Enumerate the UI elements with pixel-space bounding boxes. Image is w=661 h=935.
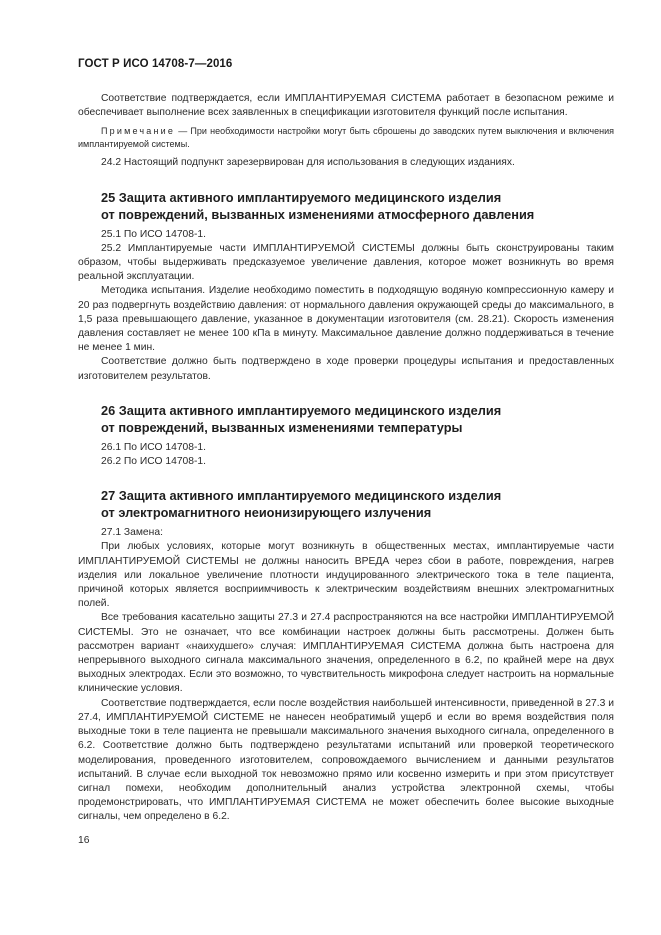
section-25-heading	[78, 189, 614, 223]
paragraph: 25.1 По ИСО 14708-1.	[101, 228, 207, 240]
paragraph: Соответствие должно быть подтверждено в ходе проверки процедуры испытания и предоставленных изготовителем результатов.	[78, 356, 614, 382]
section-heading-line: 25 Защита активного имплантируемого медицинского изделия	[101, 189, 502, 205]
section-heading-line: 27 Защита активного имплантируемого медицинского изделия	[101, 488, 502, 504]
section-heading-line: от электромагнитного неионизирующего излучения	[101, 505, 432, 521]
section-26-heading	[78, 402, 614, 436]
section-heading-line: 26 Защита активного имплантируемого медицинского изделия	[101, 402, 502, 418]
paragraph: Соответствие подтверждается, если ИМПЛАНТИРУЕМАЯ СИСТЕМА работает в безопасном режиме и обеспечивает выполнение всех заявленных в спецификации изготовителя функций после испытания.	[78, 93, 614, 119]
section-heading-line: от повреждений, вызванных изменениями атмосферного давления	[101, 206, 535, 222]
section-27-heading	[78, 487, 614, 521]
note-label: Примечание	[101, 126, 176, 137]
page-number: 16	[78, 834, 90, 846]
note	[78, 125, 614, 151]
paragraph: Соответствие подтверждается, если после воздействия наибольшей интенсивности, приведенной в 27.3 и 27.4, ИМПЛАНТИРУЕМОЙ СИСТЕМЕ не нанесен необратимый ущерб и если во время воздействия поля выходные токи в теле пациента не превышали максимального значения выходного сигнала, определенного в 6.2. Соответствие должно быть подтверждено результатами испытаний или проверкой теоретического моделирования, проведенного изготовителем, сопровождаемого вычислением и данными результатов испытаний. В случае если выходной ток невозможно прямо или косвенно измерить и при этом присутствует сигнал помехи, необходим дополнительный анализ устройства электронной схемы, чтобы продемонстрировать, что ИМПЛАНТИРУЕМАЯ СИСТЕМА не может обеспечить более высокие выходные сигналы, чем определено в 6.2.	[78, 697, 614, 823]
paragraph: Все требования касательно защиты 27.3 и 27.4 распространяются на все настройки ИМПЛАНТИРУЕМОЙ СИСТЕМЫ. Это не означает, что все комбинации настроек должны быть рассмотрены. Должен быть рассмотрен вариант «наихудшего» случая: ИМПЛАНТИРУЕМАЯ СИСТЕМА должна быть настроена для непрерывного выходного сигнала максимального значения, определенного в 6.2, по крайней мере на двух выходных электродах. Если это возможно, то чувствительность микрофона следует настроить на нормальные клинические условия.	[78, 612, 614, 695]
section-heading-line: от повреждений, вызванных изменениями температуры	[101, 419, 463, 435]
paragraph: 25.2 Имплантируемые части ИМПЛАНТИРУЕМОЙ СИСТЕМЫ должны быть сконструированы таким образом, чтобы выдерживать предсказуемое увеличение давления, которое может возникнуть во время реальной эксплуатации.	[78, 242, 614, 283]
paragraph: 26.2 По ИСО 14708-1.	[101, 456, 207, 468]
paragraph: 26.1 По ИСО 14708-1.	[101, 441, 207, 453]
paragraph: 24.2 Настоящий подпункт зарезервирован для использования в следующих изданиях.	[101, 157, 515, 169]
note-text: — При необходимости настройки могут быть сброшены до заводских путем выключения и включения имплантируемой системы.	[78, 126, 614, 150]
document-page	[78, 58, 614, 846]
paragraph: Методика испытания. Изделие необходимо поместить в подходящую водяную компрессионную камеру и 20 раз подвергнуть воздействию давления: от нормального давления окружающей среды до максимального, в 1,5 раза превышающего давление, указанное в документации изготовителя (см. 28.21). Скорость изменения давления составляет не менее 100 кПа в минуту. Максимальное давление должно поддерживаться в течение не менее 1 мин.	[78, 285, 614, 354]
paragraph: 27.1 Замена:	[101, 527, 163, 539]
paragraph: При любых условиях, которые могут возникнуть в общественных местах, имплантируемые части ИМПЛАНТИРУЕМОЙ СИСТЕМЫ не должны наносить ВРЕДА через сбои в работе, повреждения, нагрев изделия или локальное увеличение плотности индуцированного электрического тока в теле пациента, причиной которых является восприимчивость к электрическим воздействиям внешних электромагнитных полей.	[78, 541, 614, 610]
document-header: ГОСТ Р ИСО 14708-7—2016	[78, 58, 233, 70]
